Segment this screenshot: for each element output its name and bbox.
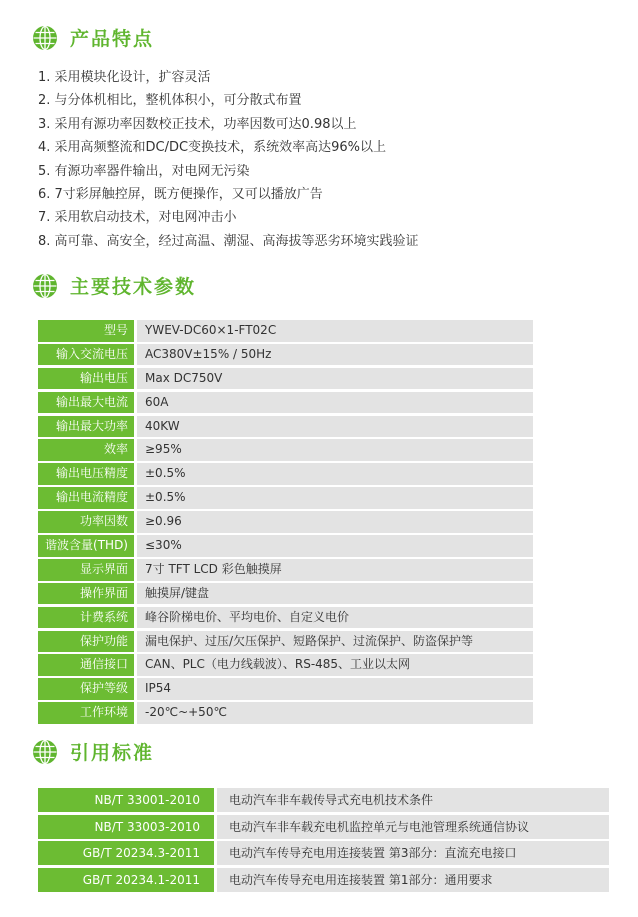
features-title: 产品特点 bbox=[70, 28, 155, 50]
spec-row bbox=[38, 535, 533, 557]
spec-row bbox=[38, 511, 533, 533]
spec-row bbox=[38, 702, 533, 724]
spec-value: IP54 bbox=[137, 678, 533, 700]
spec-value: 触摸屏/键盘 bbox=[137, 583, 533, 605]
spec-label: 保护功能 bbox=[38, 631, 134, 653]
globe-icon bbox=[32, 273, 58, 299]
standard-row bbox=[38, 815, 609, 839]
standard-name: 电动汽车传导充电用连接装置 第3部分：直流充电接口 bbox=[217, 841, 609, 865]
spec-row bbox=[38, 416, 533, 438]
spec-value: CAN、PLC（电力线载波）、RS-485、工业以太网 bbox=[137, 654, 533, 676]
spec-label: 显示界面 bbox=[38, 559, 134, 581]
standard-code: GB/T 20234.1-2011 bbox=[38, 868, 214, 892]
spec-value: 漏电保护、过压/欠压保护、短路保护、过流保护、防盗保护等 bbox=[137, 631, 533, 653]
spec-row bbox=[38, 439, 533, 461]
spec-value: AC380V±15% / 50Hz bbox=[137, 344, 533, 366]
globe-icon bbox=[32, 739, 58, 765]
standard-name: 电动汽车传导充电用连接装置 第1部分：通用要求 bbox=[217, 868, 609, 892]
spec-row bbox=[38, 463, 533, 485]
feature-item: 3. 采用有源功率因数校正技术，功率因数可达0.98以上 bbox=[38, 116, 357, 132]
spec-row bbox=[38, 607, 533, 629]
feature-item: 2. 与分体机相比，整机体积小，可分散式布置 bbox=[38, 93, 302, 109]
spec-table bbox=[38, 320, 533, 726]
spec-value: 7寸 TFT LCD 彩色触摸屏 bbox=[137, 559, 533, 581]
spec-value: ±0.5% bbox=[137, 487, 533, 509]
spec-label: 谐波含量(THD) bbox=[38, 535, 134, 557]
spec-row bbox=[38, 392, 533, 414]
section-header-features bbox=[32, 24, 154, 51]
spec-value: 40KW bbox=[137, 416, 533, 438]
spec-row bbox=[38, 487, 533, 509]
section-header-standards bbox=[32, 738, 154, 765]
standard-row bbox=[38, 868, 609, 892]
spec-value: YWEV-DC60×1-FT02C bbox=[137, 320, 533, 342]
standard-row bbox=[38, 788, 609, 812]
spec-row bbox=[38, 678, 533, 700]
spec-row bbox=[38, 583, 533, 605]
spec-value: ≥0.96 bbox=[137, 511, 533, 533]
feature-item: 8. 高可靠、高安全，经过高温、潮湿、高海拔等恶劣环境实践验证 bbox=[38, 233, 419, 249]
feature-item: 6. 7寸彩屏触控屏，既方便操作，又可以播放广告 bbox=[38, 186, 323, 202]
spec-label: 输入交流电压 bbox=[38, 344, 134, 366]
spec-row bbox=[38, 320, 533, 342]
standard-row bbox=[38, 841, 609, 865]
feature-list bbox=[38, 66, 419, 253]
section-header-specs bbox=[32, 272, 196, 299]
standards-table bbox=[38, 788, 609, 895]
feature-item: 4. 采用高频整流和DC/DC变换技术，系统效率高达96%以上 bbox=[38, 140, 386, 156]
standard-code: NB/T 33001-2010 bbox=[38, 788, 214, 812]
spec-row bbox=[38, 654, 533, 676]
spec-value: ≥95% bbox=[137, 439, 533, 461]
spec-row bbox=[38, 631, 533, 653]
spec-label: 操作界面 bbox=[38, 583, 134, 605]
spec-label: 型号 bbox=[38, 320, 134, 342]
feature-item: 7. 采用软启动技术，对电网冲击小 bbox=[38, 210, 237, 226]
feature-item: 1. 采用模块化设计，扩容灵活 bbox=[38, 70, 211, 85]
feature-item: 5. 有源功率器件输出，对电网无污染 bbox=[38, 163, 250, 179]
spec-label: 功率因数 bbox=[38, 511, 134, 533]
spec-label: 计费系统 bbox=[38, 607, 134, 629]
spec-value: ±0.5% bbox=[137, 463, 533, 485]
globe-icon bbox=[32, 25, 58, 51]
spec-value: Max DC750V bbox=[137, 368, 533, 390]
spec-value: 60A bbox=[137, 392, 533, 414]
spec-value: -20℃~+50℃ bbox=[137, 702, 533, 724]
spec-row bbox=[38, 368, 533, 390]
spec-label: 输出最大功率 bbox=[38, 416, 134, 438]
standard-name: 电动汽车非车载充电机监控单元与电池管理系统通信协议 bbox=[217, 815, 609, 839]
spec-value: ≤30% bbox=[137, 535, 533, 557]
specs-title: 主要技术参数 bbox=[70, 276, 197, 298]
spec-value: 峰谷阶梯电价、平均电价、自定义电价 bbox=[137, 607, 533, 629]
spec-label: 工作环境 bbox=[38, 702, 134, 724]
spec-label: 保护等级 bbox=[38, 678, 134, 700]
spec-label: 输出最大电流 bbox=[38, 392, 134, 414]
standard-code: GB/T 20234.3-2011 bbox=[38, 841, 214, 865]
spec-label: 通信接口 bbox=[38, 654, 134, 676]
spec-label: 输出电压精度 bbox=[38, 463, 134, 485]
spec-label: 输出电流精度 bbox=[38, 487, 134, 509]
spec-row bbox=[38, 559, 533, 581]
spec-label: 效率 bbox=[38, 439, 134, 461]
spec-label: 输出电压 bbox=[38, 368, 134, 390]
standard-code: NB/T 33003-2010 bbox=[38, 815, 214, 839]
spec-row bbox=[38, 344, 533, 366]
standard-name: 电动汽车非车载传导式充电机技术条件 bbox=[217, 788, 609, 812]
standards-title: 引用标准 bbox=[70, 742, 155, 764]
